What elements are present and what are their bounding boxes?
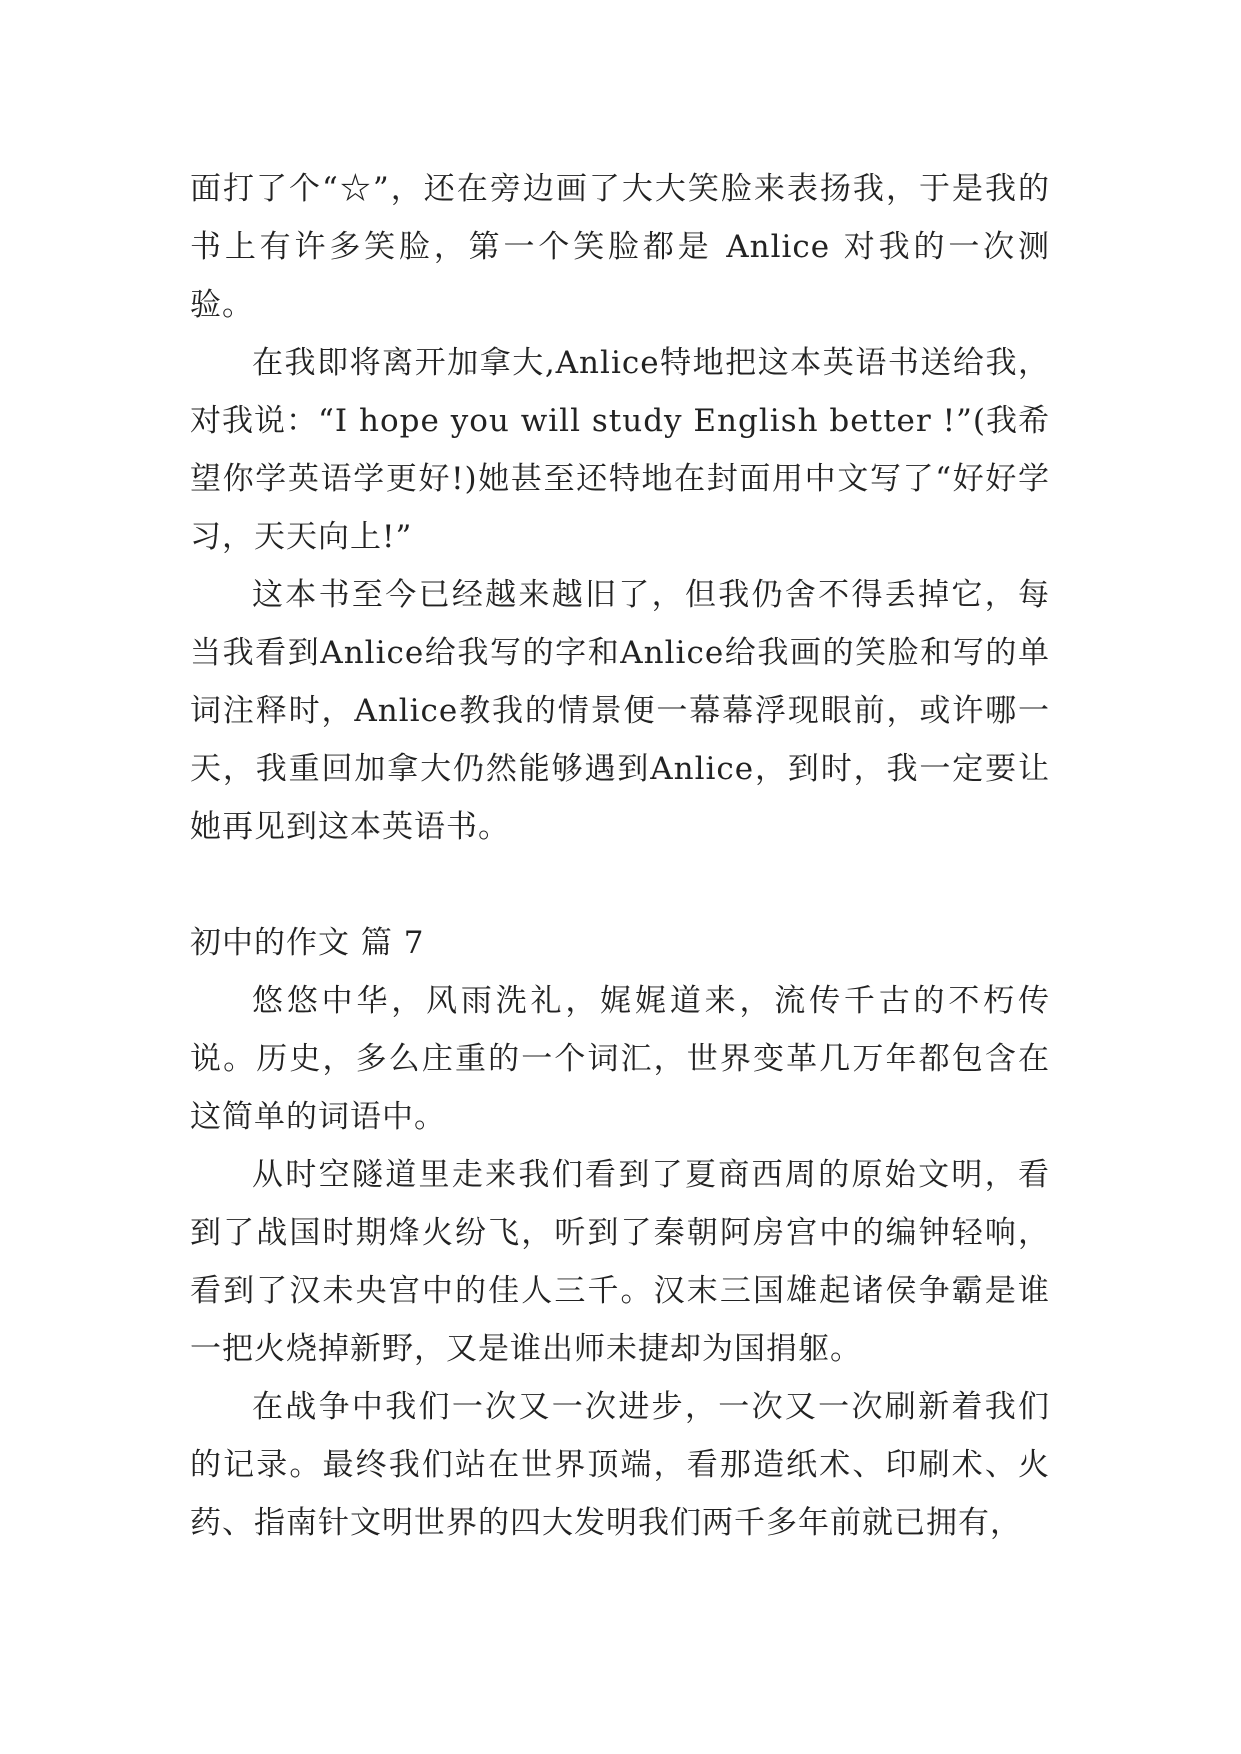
section-spacer xyxy=(190,856,1050,914)
paragraph-gift-book: 在我即将离开加拿大,Anlice特地把这本英语书送给我，对我说：“I hope you will study English better !”(我希望你学英语学更好!)她甚至还特地在封面用中文写了“好好学习，天天向上!” xyxy=(190,345,1050,555)
paragraph-continued: 面打了个“☆”，还在旁边画了大大笑脸来表扬我，于是我的书上有许多笑脸，第一个笑脸都是 Anlice 对我的一次测验。 xyxy=(190,171,1050,323)
document-body xyxy=(190,160,1050,1552)
paragraph-memory: 这本书至今已经越来越旧了，但我仍舍不得丢掉它，每当我看到Anlice给我写的字和Anlice给我画的笑脸和写的单词注释时，Anlice教我的情景便一幕幕浮现眼前，或许哪一天，我重回加拿大仍然能够遇到Anlice，到时，我一定要让她再见到这本英语书。 xyxy=(190,577,1050,845)
section-heading: 初中的作文 篇 7 xyxy=(190,925,425,961)
paragraph-history-intro: 悠悠中华，风雨洗礼，娓娓道来，流传千古的不朽传说。历史，多么庄重的一个词汇，世界变革几万年都包含在这简单的词语中。 xyxy=(190,983,1050,1135)
paragraph-inventions: 在战争中我们一次又一次进步，一次又一次刷新着我们的记录。最终我们站在世界顶端，看那造纸术、印刷术、火药、指南针文明世界的四大发明我们两千多年前就已拥有， xyxy=(190,1389,1050,1541)
paragraph-time-tunnel: 从时空隧道里走来我们看到了夏商西周的原始文明，看到了战国时期烽火纷飞，听到了秦朝阿房宫中的编钟轻响，看到了汉未央宫中的佳人三千。汉末三国雄起诸侯争霸是谁一把火烧掉新野，又是谁出师未捷却为国捐躯。 xyxy=(190,1157,1050,1367)
